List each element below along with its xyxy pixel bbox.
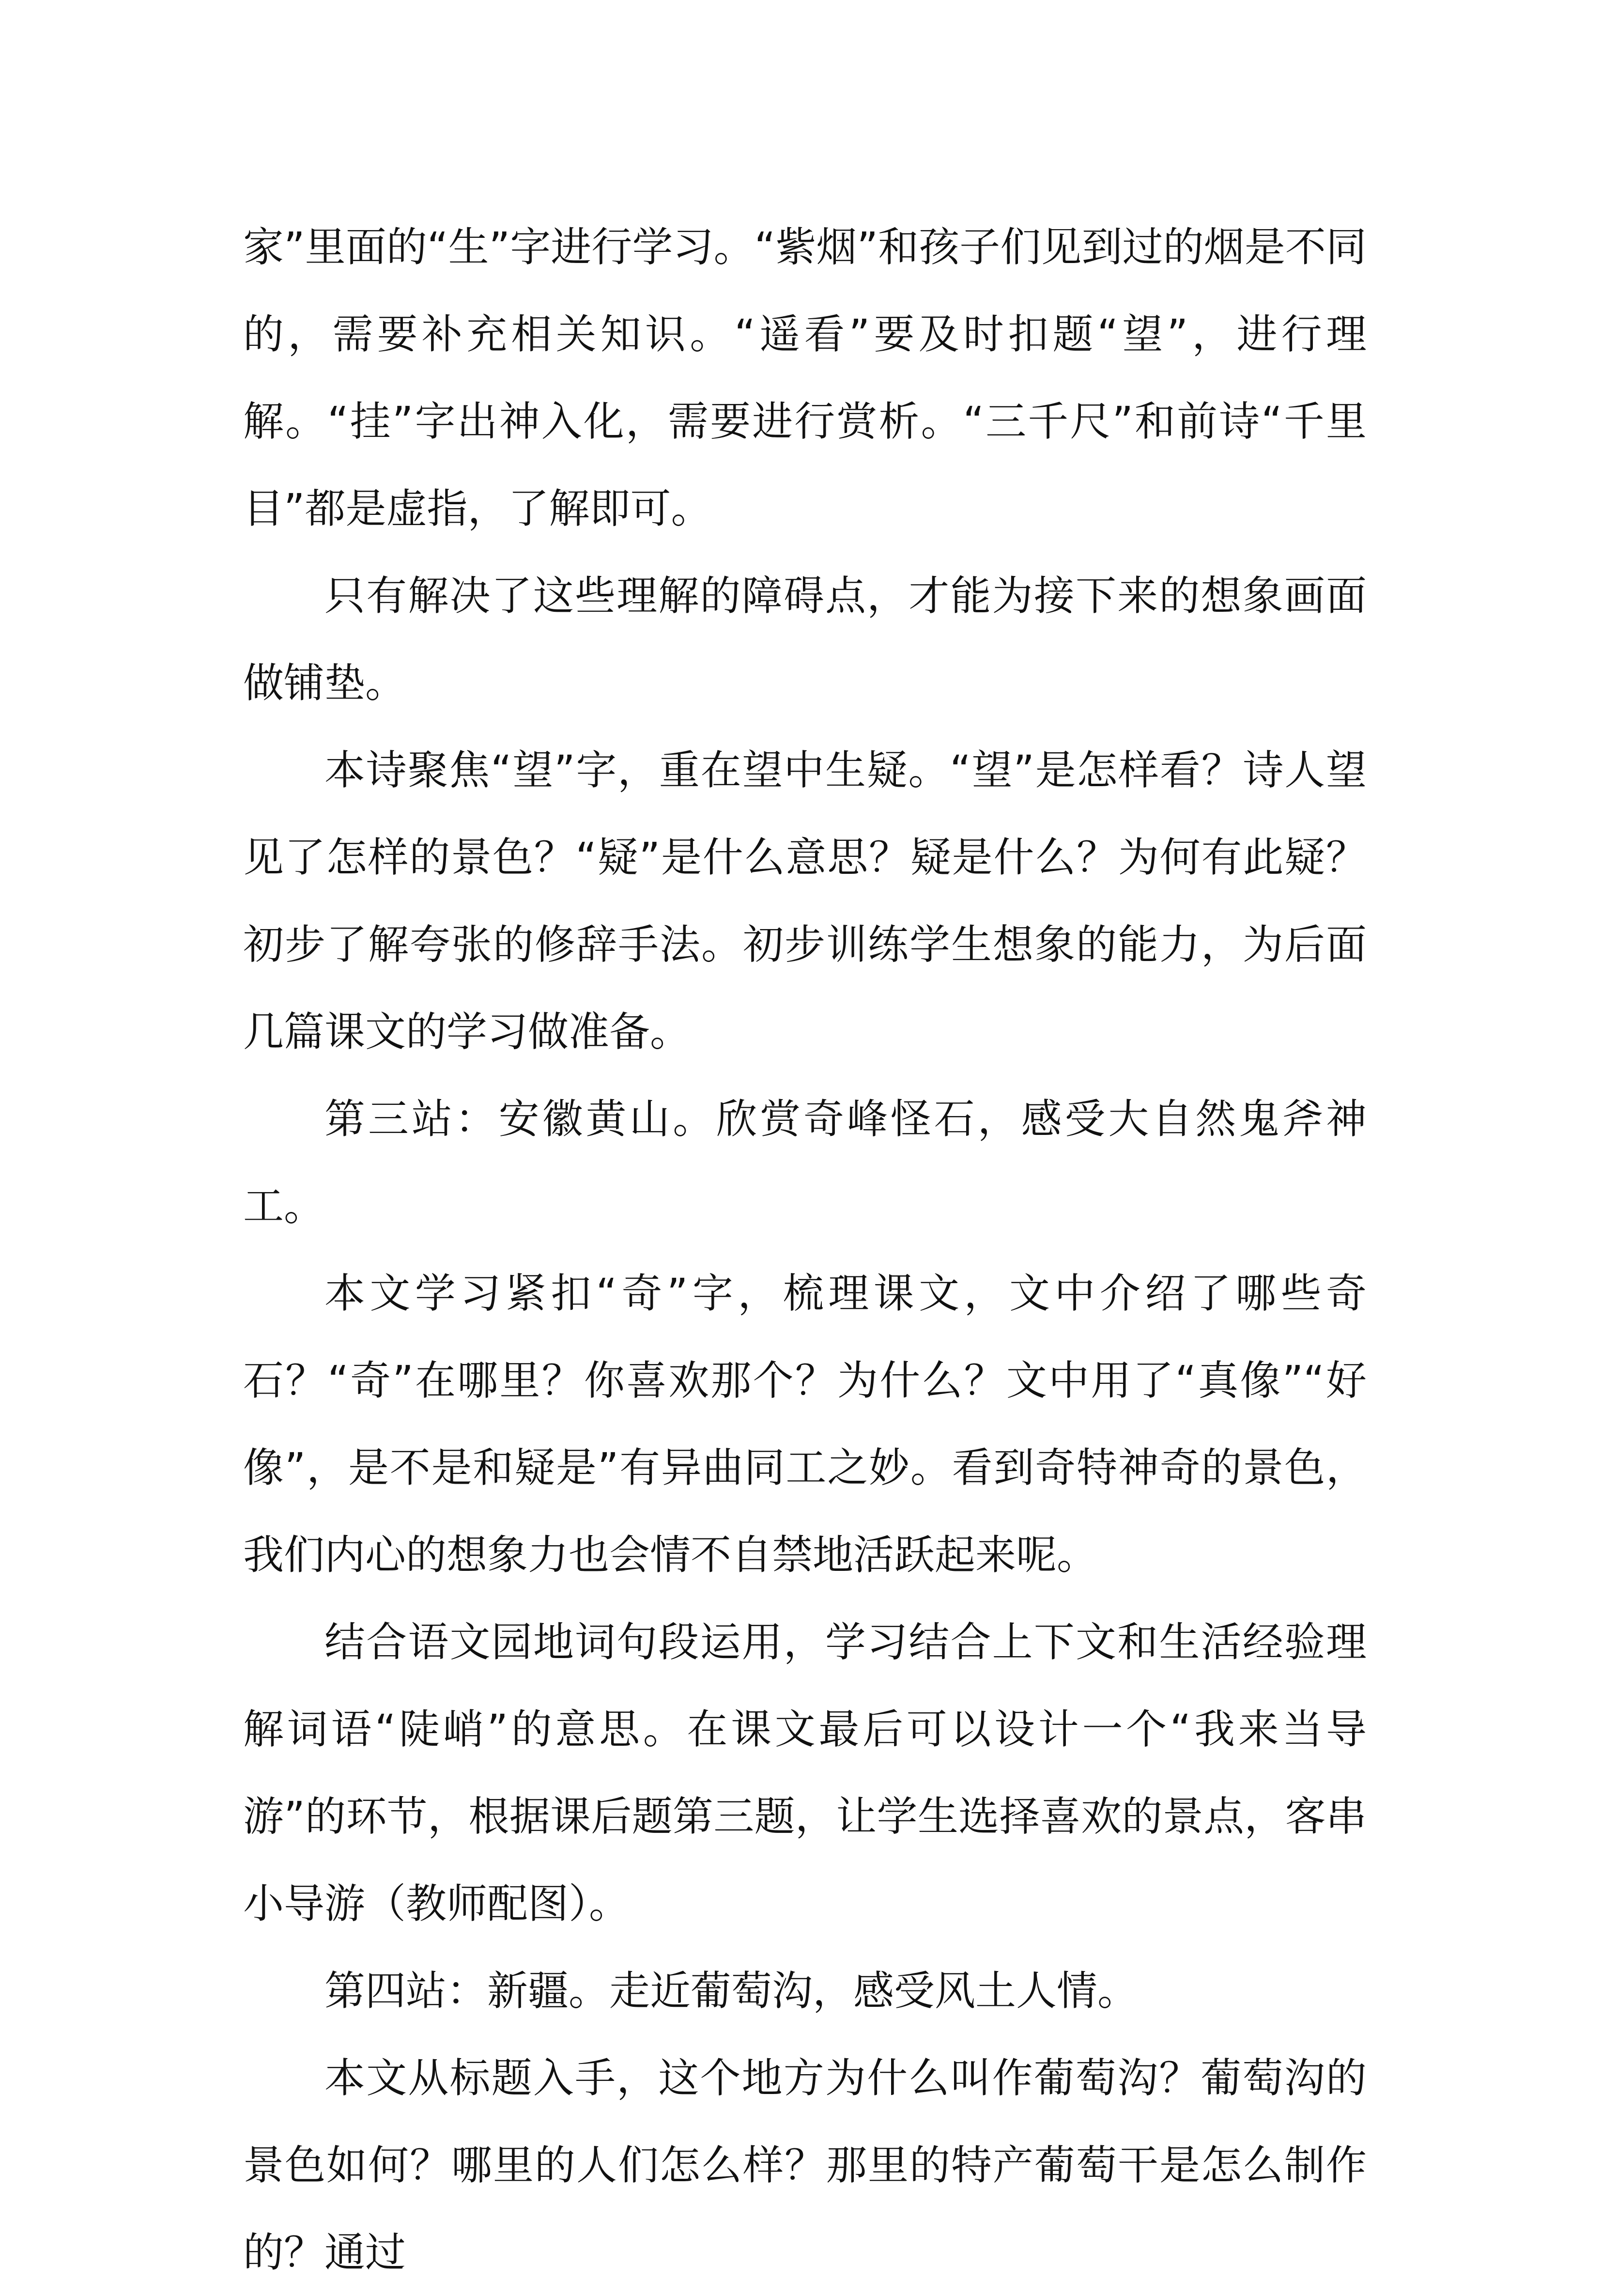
paragraph: 本文学习紧扣“奇”字，梳理课文，文中介绍了哪些奇石？“奇”在哪里？你喜欢那个？为什么？文中用了“真像”“好像”，是不是和疑是”有异曲同工之妙。看到奇特神奇的景色，我们内心的想象力也会情不自禁地活跃起来呢。 [243, 1270, 1367, 1579]
paragraph: 结合语文园地词句段运用，学习结合上下文和生活经验理解词语“陡峭”的意思。在课文最后可以设计一个“我来当导游”的环节，根据课后题第三题，让学生选择喜欢的景点，客串小导游（教师配图）。 [243, 1618, 1367, 1927]
paragraph: 本诗聚焦“望”字，重在望中生疑。“望”是怎样看？诗人望见了怎样的景色？“疑”是什么意思？疑是什么？为何有此疑？初步了解夸张的修辞手法。初步训练学生想象的能力，为后面几篇课文的学习做准备。 [243, 746, 1367, 1055]
paragraph-station-heading: 第四站：新疆。走近葡萄沟，感受风土人情。 [324, 1967, 1139, 2015]
paragraph-continued: 家”里面的“生”字进行学习。“紫烟”和孩子们见到过的烟是不同的，需要补充相关知识。“遥看”要及时扣题“望”，进行理解。“挂”字出神入化，需要进行赏析。“三千尺”和前诗“千里目”都是虚指，了解即可。 [243, 223, 1367, 532]
paragraph-station-heading: 第三站：安徽黄山。欣赏奇峰怪石，感受大自然鬼斧神工。 [243, 1095, 1367, 1230]
document-body [243, 203, 1367, 2296]
paragraph: 只有解决了这些理解的障碍点，才能为接下来的想象画面做铺垫。 [243, 572, 1367, 707]
paragraph: 本文从标题入手，这个地方为什么叫作葡萄沟？葡萄沟的景色如何？哪里的人们怎么样？那里的特产葡萄干是怎么制作的？通过 [243, 2054, 1367, 2276]
